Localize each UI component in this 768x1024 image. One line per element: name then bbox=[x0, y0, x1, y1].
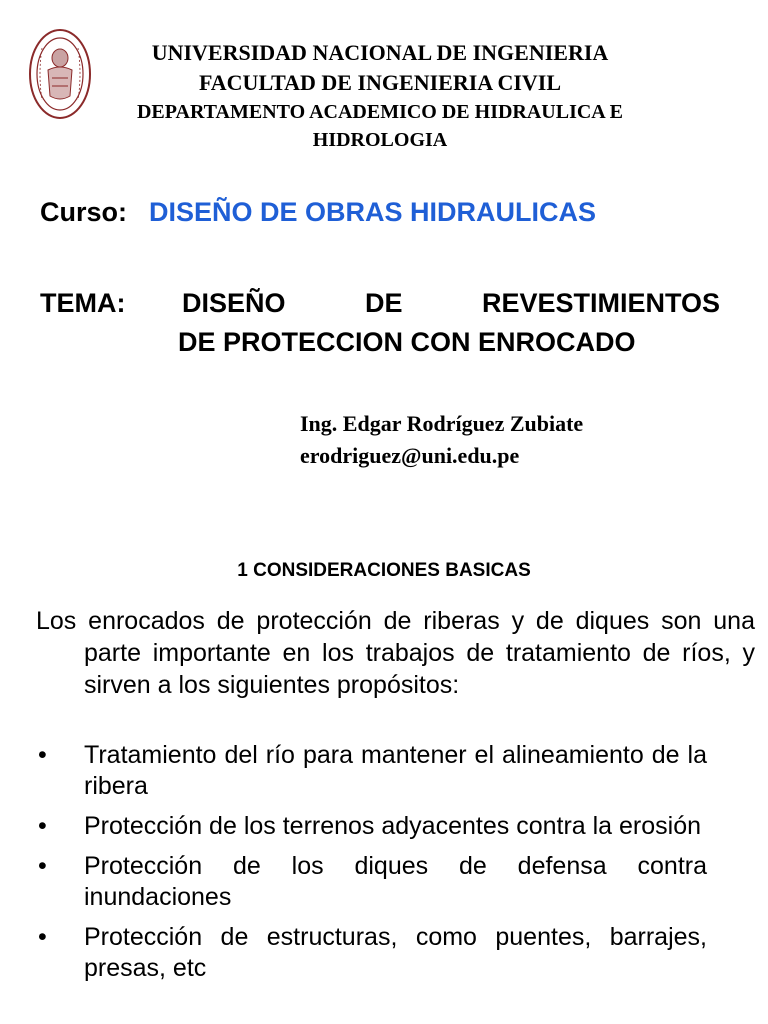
university-seal-icon bbox=[28, 28, 92, 120]
department-name-cont: HIDROLOGIA bbox=[312, 129, 448, 151]
course-title: DISEÑO DE OBRAS HIDRAULICAS bbox=[149, 197, 597, 227]
list-item: • Protección de estructuras, como puentes, barrajes, presas, etc bbox=[38, 923, 707, 982]
topic-title-line2: DE PROTECCION CON ENROCADO bbox=[178, 327, 636, 357]
author-name: Ing. Edgar Rodríguez Zubiate bbox=[300, 411, 584, 436]
course-line bbox=[40, 197, 596, 228]
list-item: • Tratamiento del río para mantener el alineamiento de la ribera bbox=[38, 741, 707, 800]
course-label: Curso: bbox=[40, 197, 127, 227]
department-name: DEPARTAMENTO ACADEMICO DE HIDRAULICA E bbox=[136, 101, 623, 123]
section-title: 1 CONSIDERACIONES BASICAS bbox=[237, 560, 531, 581]
list-item: • Protección de los diques de defensa contra inundaciones bbox=[38, 852, 707, 911]
bullet-icon: • bbox=[38, 741, 47, 769]
intro-paragraph: Los enrocados de protección de riberas y de diques son una parte importante en los trabajos de tratamiento de ríos, y sirven a los siguientes propósitos: bbox=[36, 607, 755, 699]
institution-header bbox=[100, 38, 660, 154]
list-item: • Protección de los terrenos adyacentes contra la erosión bbox=[38, 812, 702, 840]
author-block bbox=[300, 408, 583, 472]
faculty-name: FACULTAD DE INGENIERIA CIVIL bbox=[198, 70, 562, 95]
author-email: erodriguez@uni.edu.pe bbox=[300, 443, 520, 468]
bullet-icon: • bbox=[38, 923, 47, 951]
bullet-icon: • bbox=[38, 812, 47, 840]
bullet-icon: • bbox=[38, 852, 47, 880]
topic-title-line1: DISEÑO DE REVESTIMIENTOS bbox=[182, 288, 720, 318]
university-name: UNIVERSIDAD NACIONAL DE INGENIERIA bbox=[151, 40, 609, 65]
topic-label: TEMA: bbox=[40, 288, 126, 318]
purpose-list bbox=[36, 740, 707, 993]
